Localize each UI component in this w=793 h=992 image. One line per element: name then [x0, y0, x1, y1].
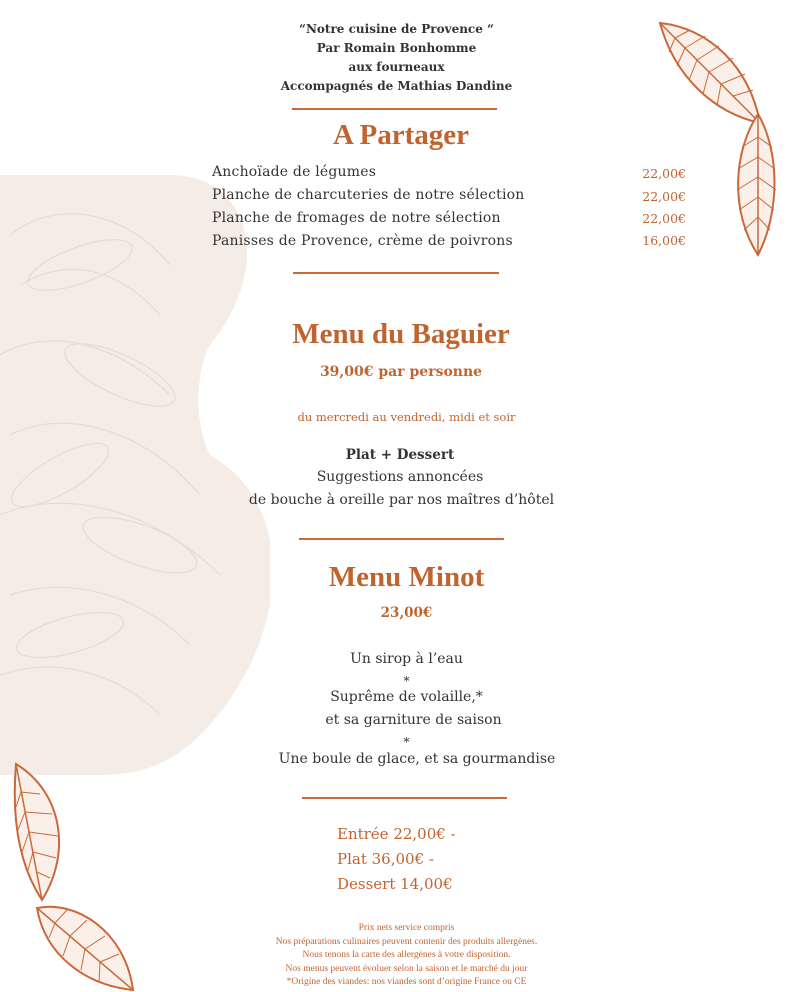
menu-item-name: Panisses de Provence, crème de poivrons [212, 233, 513, 249]
divider [299, 538, 504, 540]
footer-line: Nos préparations culinaires peuvent contenir des produits allergènes. [275, 936, 538, 947]
menu-minot-price: 23,00€ [380, 605, 433, 621]
section-title-menu-minot: Menu Minot [328, 561, 485, 593]
menu-minot-course: Suprême de volaille,* [330, 689, 483, 705]
footer-line: Prix nets service compris [358, 923, 455, 933]
menu-item-name: Planche de charcuteries de notre sélection [212, 187, 525, 203]
menu-baguier-formula: Plat + Dessert [345, 447, 455, 463]
carte-price-entree: Entrée 22,00€ - [337, 825, 456, 843]
intro-block [0, 20, 793, 96]
menu-item-price: 22,00€ [642, 189, 686, 204]
menu-item-name: Planche de fromages de notre sélection [212, 210, 501, 226]
menu-baguier-availability: du mercredi au vendredi, midi et soir [297, 410, 516, 424]
footer-line: Nous tenons la carte des allergènes à votre disposition. [302, 950, 511, 960]
intro-line: Par Romain Bonhomme [316, 41, 477, 55]
footer-notes [0, 922, 793, 990]
menu-minot-course: et sa garniture de saison [325, 712, 502, 728]
menu-item-name: Anchoïade de légumes [212, 164, 377, 180]
menu-item-price: 22,00€ [642, 166, 686, 181]
intro-line: “Notre cuisine de Provence “ [299, 22, 494, 36]
section-title-menu-baguier: Menu du Baguier [292, 318, 510, 350]
menu-item-price: 16,00€ [642, 233, 686, 248]
menu-baguier-price: 39,00€ par personne [319, 364, 483, 380]
menu-baguier-description: de bouche à oreille par nos maîtres d’hôtel [248, 492, 555, 508]
menu-minot-course: Un sirop à l’eau [350, 651, 463, 667]
footer-line: Nos menus peuvent évoluer selon la saison et le marché du jour [285, 963, 528, 974]
course-separator: * [403, 735, 410, 749]
section-title-a-partager: A Partager [332, 119, 470, 151]
footer-line: *Origine des viandes: nos viandes sont d’origine France ou CE [286, 977, 527, 987]
menu-minot-course: Une boule de glace, et sa gourmandise [278, 751, 556, 767]
menu-item-price: 22,00€ [642, 211, 686, 226]
intro-line: aux fourneaux [348, 60, 445, 74]
course-separator: * [403, 674, 410, 688]
menu-baguier-description: Suggestions annoncées [316, 469, 484, 485]
divider [302, 797, 507, 799]
intro-line: Accompagnés de Mathias Dandine [280, 79, 513, 93]
divider [292, 108, 497, 110]
carte-price-dessert: Dessert 14,00€ [337, 875, 453, 893]
divider [293, 272, 499, 274]
carte-price-plat: Plat 36,00€ - [337, 850, 434, 868]
